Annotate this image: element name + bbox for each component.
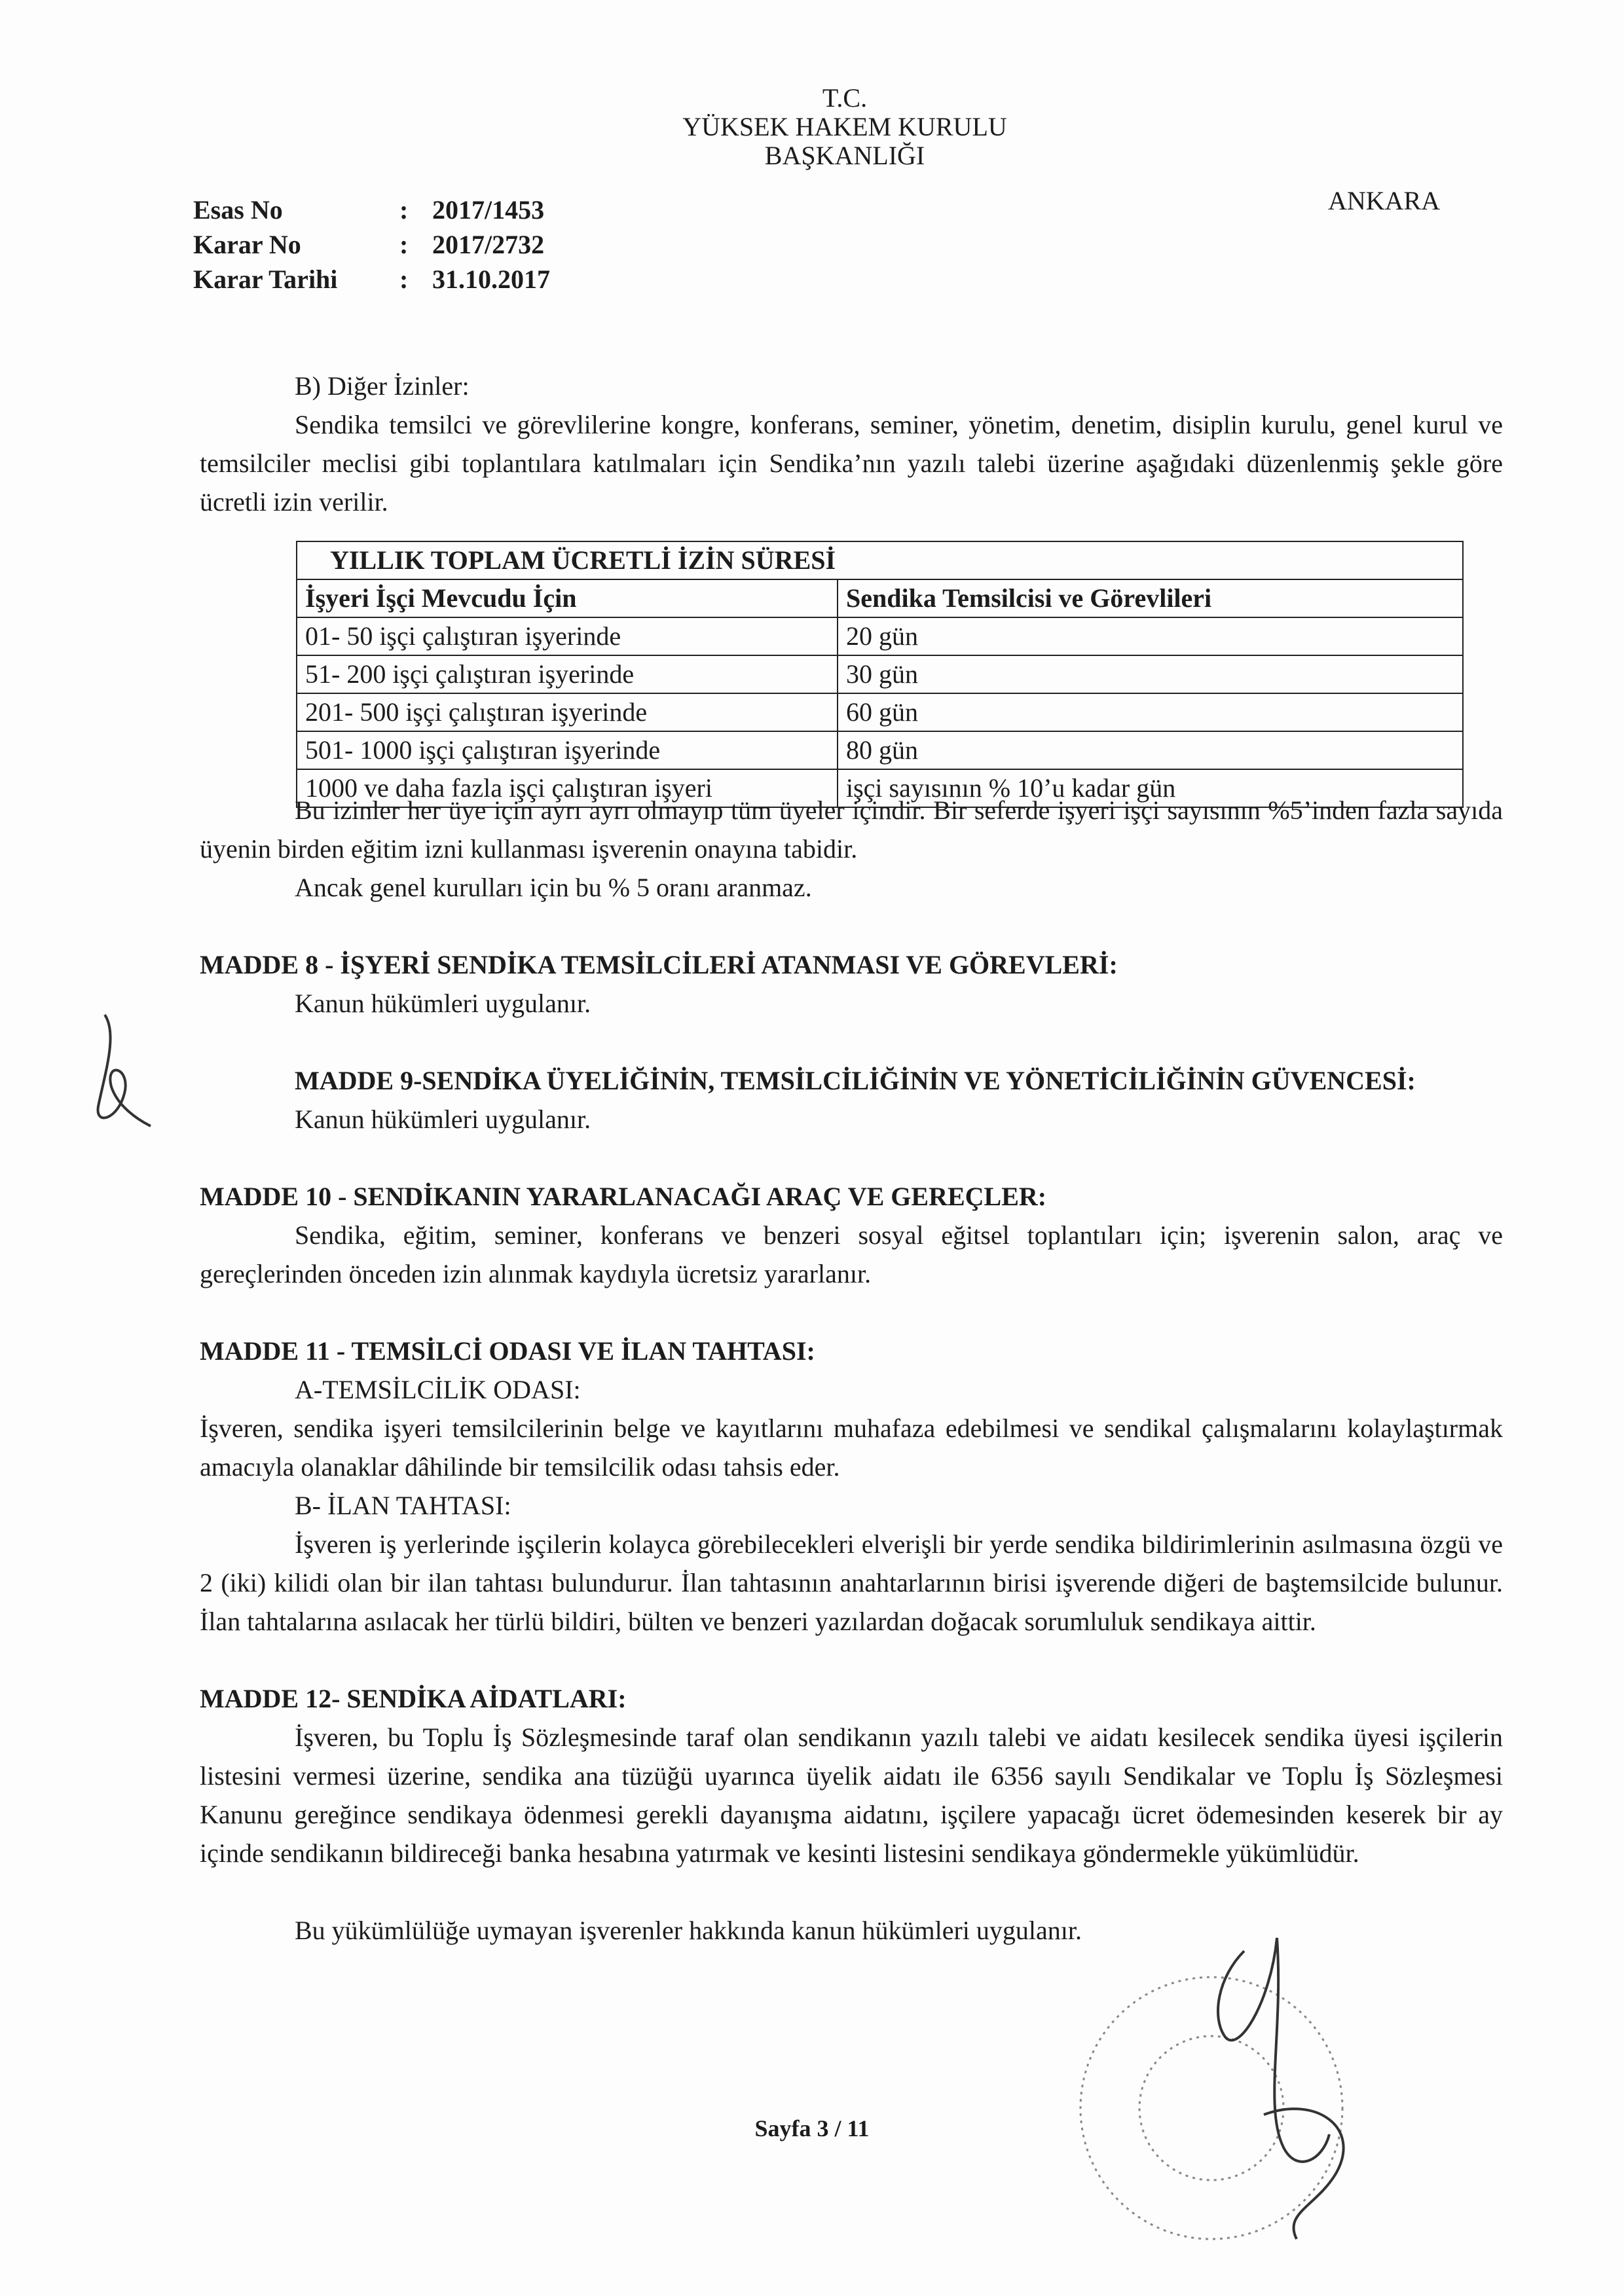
table-title: YILLIK TOPLAM ÜCRETLİ İZİN SÜRESİ <box>297 541 1463 579</box>
article-12-closing: Bu yükümlülüğe uymayan işverenler hakkında kanun hükümleri uygulanır. <box>295 1916 1082 1945</box>
intro-section <box>200 367 1503 521</box>
article-11-title: MADDE 11 - TEMSİLCİ ODASI VE İLAN TAHTASI: <box>200 1336 815 1366</box>
table-cell: 501- 1000 işçi çalıştıran işyerinde <box>297 731 838 769</box>
table-cell: 51- 200 işçi çalıştıran işyerinde <box>297 655 838 693</box>
signature-icon <box>1166 1899 1414 2265</box>
case-info <box>193 192 550 297</box>
article-9-title: MADDE 9-SENDİKA ÜYELİĞİNİN, TEMSİLCİLİĞİNİN VE YÖNETİCİLİĞİNİN GÜVENCESİ: <box>295 1066 1416 1095</box>
page-number: Sayfa 3 / 11 <box>754 2115 870 2141</box>
initial-mark-icon <box>79 995 157 1139</box>
header-department: BAŞKANLIĞI <box>764 141 925 170</box>
after-table-paragraph: Bu izinler her üye için ayrı ayrı olmayıp tüm üyeler içindir. Bir seferde işyeri işçi sayısının %5’inden fazla sayıda üyenin birden eğitim izni kullanması işverenin onayına tabidir. <box>200 795 1503 864</box>
table-cell: 1000 ve daha fazla işçi çalıştıran işyeri <box>297 769 838 807</box>
article-10-title: MADDE 10 - SENDİKANIN YARARLANACAĞI ARAÇ VE GEREÇLER: <box>200 1182 1047 1211</box>
table-row <box>297 693 1463 731</box>
intro-heading: B) Diğer İzinler: <box>295 371 470 401</box>
article-10-text: Sendika, eğitim, seminer, konferans ve benzeri sosyal eğitsel toplantıları için; işverenin salon, araç ve gereçlerinden önceden izin alınmak kaydıyla ücretsiz yararlanır. <box>200 1220 1503 1288</box>
table-header-cell: Sendika Temsilcisi ve Görevlileri <box>838 579 1463 617</box>
article-11-a-text: İşveren, sendika işyeri temsilcilerinin belge ve kayıtlarını muhafaza edebilmesi ve sendikal çalışmalarını kolaylaştırmak amacıyla olanaklar dâhilinde bir temsilcilik odası tahsis eder. <box>200 1413 1503 1482</box>
table-cell: işçi sayısının % 10’u kadar gün <box>838 769 1463 807</box>
article-9-text: Kanun hükümleri uygulanır. <box>295 1104 591 1134</box>
leave-table <box>296 541 1464 808</box>
header-tc: T.C. <box>822 83 868 113</box>
article-8-title: MADDE 8 - İŞYERİ SENDİKA TEMSİLCİLERİ ATANMASI VE GÖREVLERİ: <box>200 950 1118 979</box>
after-table-note: Ancak genel kurulları için bu % 5 oranı aranmaz. <box>295 873 812 902</box>
table-title-row <box>297 541 1463 579</box>
article-11-a-title: A-TEMSİLCİLİK ODASI: <box>295 1375 581 1404</box>
table-header-cell: İşyeri İşçi Mevcudu İçin <box>297 579 838 617</box>
table-row <box>297 617 1463 655</box>
table-header-row <box>297 579 1463 617</box>
case-karar: Karar No : 2017/2732 <box>193 230 545 259</box>
case-date: Karar Tarihi : 31.10.2017 <box>193 264 550 294</box>
intro-text: Sendika temsilci ve görevlilerine kongre, konferans, seminer, yönetim, denetim, disiplin kurulu, genel kurul ve temsilciler meclisi gibi toplantılara katılmaları için Sendika’nın yazılı talebi üzerine aşağıdaki düzenlenmiş şekle göre ücretli izin verilir. <box>200 410 1503 517</box>
article-11-b-text: İşveren iş yerlerinde işçilerin kolayca görebilecekleri elverişli bir yerde sendika bildirimlerinin asılmasına özgü ve 2 (iki) kilidi olan bir ilan tahtası bulundurur. İlan tahtasının anahtarlarının birisi işverende diğeri de baştemsilcide bulunur. İlan tahtalarına asılacak her türlü bildiri, bülten ve benzeri yazılardan doğacak sorumluluk sendikaya aittir. <box>200 1529 1503 1636</box>
main-body <box>200 791 1503 1950</box>
table-row <box>297 655 1463 693</box>
city-label: ANKARA <box>1328 186 1441 215</box>
article-12-text: İşveren, bu Toplu İş Sözleşmesinde taraf olan sendikanın yazılı talebi ve aidatı kesilecek sendika üyesi işçilerin listesini vermesi üzerine, sendika ana tüzüğü uyarınca üyelik aidatı ile 6356 sayılı Sendikalar ve Toplu İş Sözleşmesi Kanunu gereğince sendikaya ödenmesi gerekli dayanışma aidatını, işçilere yapacağı ücret ödemesinden keserek bir ay içinde sendikanın bildireceği banka hesabına yatırmak ve kesinti listesini sendikaya göndermekle yükümlüdür. <box>200 1722 1503 1868</box>
table-cell: 201- 500 işçi çalıştıran işyerinde <box>297 693 838 731</box>
article-12-title: MADDE 12- SENDİKA AİDATLARI: <box>200 1684 627 1713</box>
header-institution: YÜKSEK HAKEM KURULU <box>682 112 1007 141</box>
article-8-text: Kanun hükümleri uygulanır. <box>295 989 591 1018</box>
table-cell: 60 gün <box>838 693 1463 731</box>
header-block <box>648 84 1041 170</box>
case-esas: Esas No : 2017/1453 <box>193 195 545 225</box>
table-cell: 30 gün <box>838 655 1463 693</box>
table-cell: 01- 50 işçi çalıştıran işyerinde <box>297 617 838 655</box>
article-11-b-title: B- İLAN TAHTASI: <box>295 1491 511 1520</box>
table-cell: 80 gün <box>838 731 1463 769</box>
table-row <box>297 731 1463 769</box>
table-cell: 20 gün <box>838 617 1463 655</box>
